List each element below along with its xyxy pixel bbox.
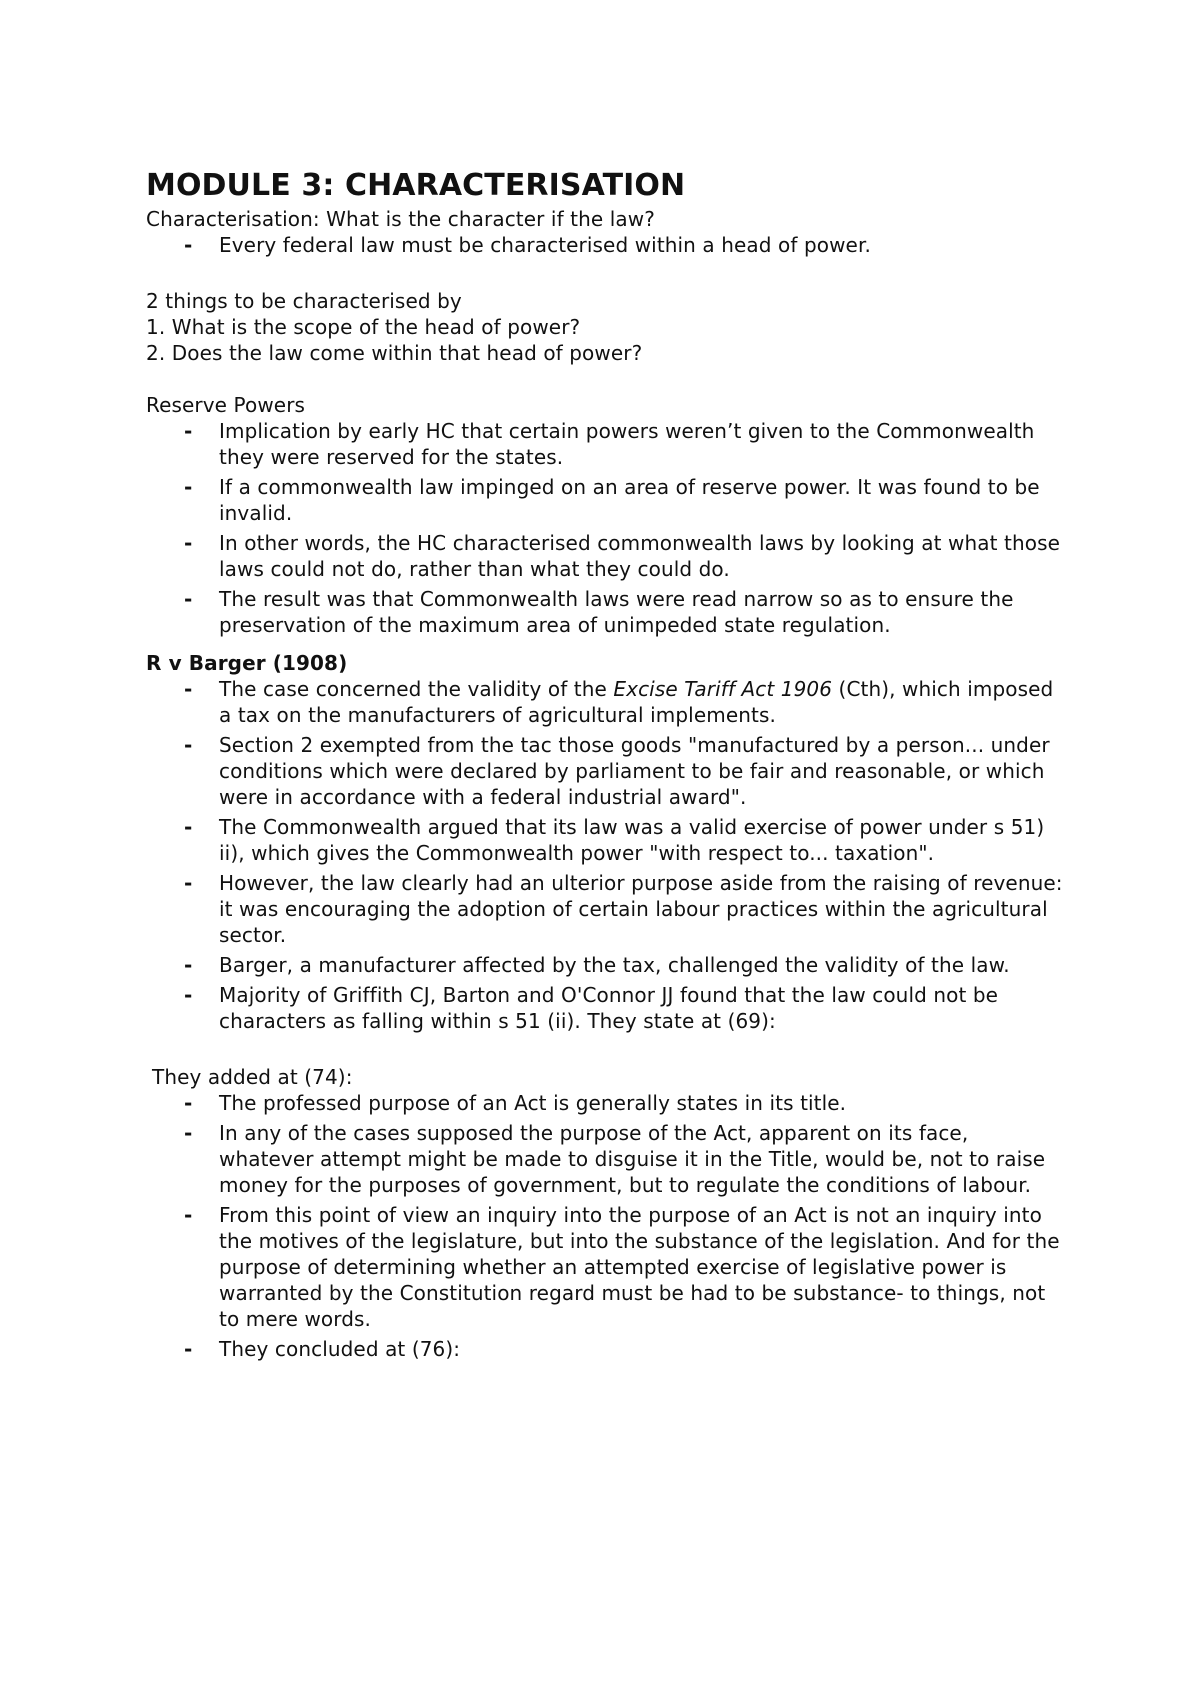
dash-bullet-icon: - — [184, 871, 193, 895]
page-title: MODULE 3: CHARACTERISATION — [146, 168, 686, 203]
dash-bullet-icon: - — [184, 1091, 193, 1115]
reserve-heading: Reserve Powers — [146, 393, 306, 417]
things-heading: 2 things to be characterised by — [146, 289, 462, 313]
list-item: - Barger, a manufacturer affected by the tax, challenged the validity of the law. — [184, 953, 1010, 977]
act-name: Excise Tariff Act 1906 — [613, 677, 833, 701]
dash-bullet-icon: - — [184, 1337, 193, 1361]
reserve-bullet-list — [146, 418, 1066, 638]
dash-bullet-icon: - — [184, 475, 193, 499]
list-item: - In any of the cases supposed the purpose of the Act, apparent on its face, whatever attempt might be made to disguise it in the Title, would be, not to raise money for the purposes of government, but to regulate the conditions of labour. — [184, 1121, 1046, 1197]
list-item: - They concluded at (76): — [184, 1337, 461, 1361]
dash-bullet-icon: - — [184, 1203, 193, 1227]
added-bullet-list — [146, 1090, 1066, 1362]
list-item: - Every federal law must be characterised within a head of power. — [184, 233, 871, 257]
dash-bullet-icon: - — [184, 815, 193, 839]
spacer — [146, 1038, 1066, 1064]
list-item: - Majority of Griffith CJ, Barton and O'Connor JJ found that the law could not be characters as falling within s 51 (ii). They state at (69): — [184, 983, 999, 1033]
things-item: 2. Does the law come within that head of power? — [146, 341, 643, 365]
list-item: - If a commonwealth law impinged on an area of reserve power. It was found to be invalid. — [184, 475, 1040, 525]
dash-bullet-icon: - — [184, 733, 193, 757]
list-item: - In other words, the HC characterised commonwealth laws by looking at what those laws could not do, rather than what they could do. — [184, 531, 1061, 581]
case-heading: R v Barger (1908) — [146, 651, 348, 675]
dash-bullet-icon: - — [184, 587, 193, 611]
dash-bullet-icon: - — [184, 419, 193, 443]
dash-bullet-icon: - — [184, 677, 193, 701]
dash-bullet-icon: - — [184, 1121, 193, 1145]
list-item: - The Commonwealth argued that its law was a valid exercise of power under s 51) ii), which gives the Commonwealth power "with respect to... taxation". — [184, 815, 1045, 865]
list-item: - From this point of view an inquiry into the purpose of an Act is not an inquiry into the motives of the legislature, but into the substance of the legislation. And for the purpose of determining whether an attempted exercise of legislative power is warranted by the Constitution regard must be had to be substance- to things, not to mere words. — [184, 1203, 1060, 1331]
list-item: - Implication by early HC that certain powers weren’t given to the Commonwealth they were reserved for the states. — [184, 419, 1035, 469]
intro-line: Characterisation: What is the character if the law? — [146, 207, 655, 231]
list-item: - The result was that Commonwealth laws were read narrow so as to ensure the preservation of the maximum area of unimpeded state regulation. — [184, 587, 1014, 637]
list-item: - Section 2 exempted from the tac those goods "manufactured by a person... under conditions which were declared by parliament to be fair and reasonable, or which were in accordance with a federal industrial award". — [184, 733, 1050, 809]
things-item: 1. What is the scope of the head of power? — [146, 315, 581, 339]
intro-bullet-list — [146, 232, 1066, 258]
case-bullet-list — [146, 676, 1066, 1034]
dash-bullet-icon: - — [184, 233, 193, 257]
spacer — [146, 262, 1066, 288]
dash-bullet-icon: - — [184, 983, 193, 1007]
dash-bullet-icon: - — [184, 953, 193, 977]
list-item: - The case concerned the validity of the Excise Tariff Act 1906 (Cth), which imposed a tax on the manufacturers of agricultural implements. — [184, 677, 1054, 727]
list-item: - However, the law clearly had an ulterior purpose aside from the raising of revenue: it was encouraging the adoption of certain labour practices within the agricultural sector. — [184, 871, 1063, 947]
list-item: - The professed purpose of an Act is generally states in its title. — [184, 1091, 847, 1115]
dash-bullet-icon: - — [184, 531, 193, 555]
spacer — [146, 366, 1066, 392]
document-content — [146, 168, 1066, 1366]
added-heading: They added at (74): — [152, 1065, 353, 1089]
